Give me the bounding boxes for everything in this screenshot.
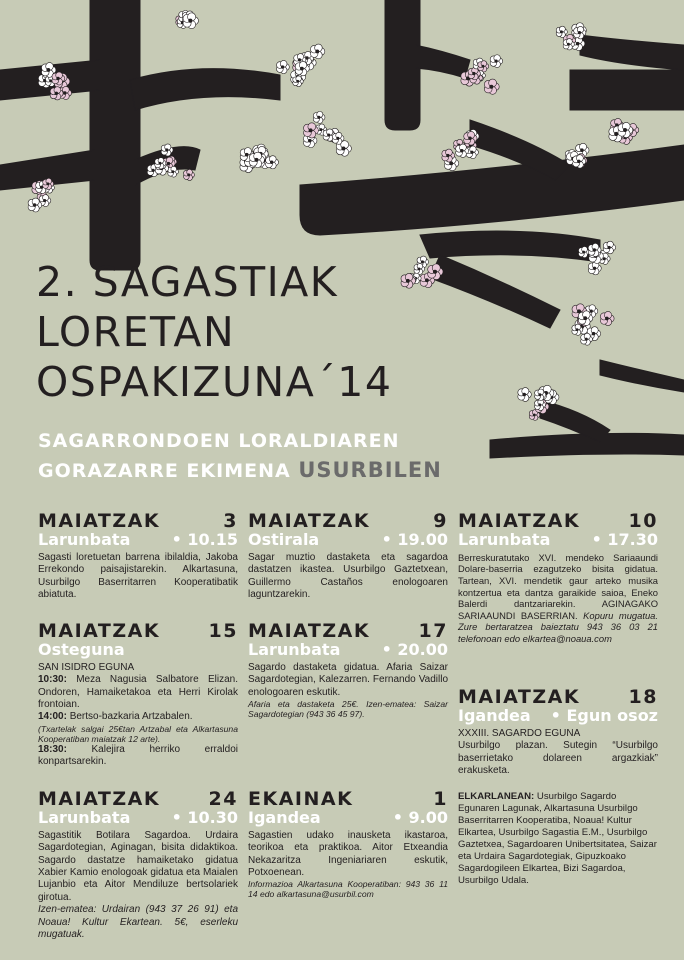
event-day: 24 [208,788,238,810]
schedule-text: Bertso-bazkaria Artzabalen. [69,711,193,723]
event-may-10 [458,512,658,645]
event-day: 9 [433,510,448,532]
event-may-9 [248,512,448,601]
event-heading: XXXIII. SAGARDO EGUNA [458,727,581,739]
event-description: Sagastitik Botilara Sagardoa. Urdaira Sagardotegian, Aginagan, bisita didaktikoa. Sagardo dastatze hamaiketako gidatua Xabier Kamio enologoak gidatua eta Maialen Lujanbio eta Aitor Mendiluze bertsolariek girotua. [38,829,238,903]
event-may-3 [38,512,238,601]
schedule-text: Meza Nagusia Salbatore Elizan. Ondoren, Hamaiketakoa eta Herri Kirolak frontoian. [38,674,238,711]
collaborators-text: Usurbilgo Sagardo Egunaren Lagunak, Alkartasuna Usurbilgo Baserritarren Kooperatiba, Noaua! Kultur Elkartea, Usurbilgo Sagastia E.M., Usurbilgo Gaztetxea, Sagardoaren Unibertsitatea, Saizar eta Urdaira Sagardotegiak, Gipuzkoako Sagardogileen Elkartea, Bizi Sagardoa, Usurbilgo Udala. [458,791,657,886]
event-note: Afaria eta dastaketa 25€. Izen-ematea: Saizar Sagardotegian (943 36 45 97). [248,699,448,720]
subtitle-line-2 [38,458,442,482]
event-may-24 [38,790,238,941]
schedule-note: (Txartelak salgai 25€tan Artzabal eta Alkartasuna Kooperatiban maiatzak 12 arte). [38,723,238,744]
event-day: 15 [208,620,238,642]
event-weekday: Larunbata [38,808,131,827]
subtitle-line-1: SAGARRONDOEN LORALDIAREN [38,430,400,452]
event-day: 1 [433,788,448,810]
event-month: EKAINAK [248,788,354,810]
event-weekday: Igandea [248,808,321,827]
event-description: Usurbilgo plazan. Sutegin “Usurbilgo baserrietako dolareen argazkiak” erakusketa. [458,740,658,777]
event-may-18 [458,688,658,777]
event-day: 3 [223,510,238,532]
event-weekday: Igandea [458,706,531,725]
event-description: Sagardo dastaketa gidatua. Afaria Saizar Sagardotegian, Kalezarren. Fernando Vadillo enologoaren eskutik. [248,661,448,698]
event-month: MAIATZAK [38,788,161,810]
schedule-text: Kalejira herriko erraldoi konpartsarekin. [38,743,238,768]
event-description: Sagasti loretuetan barrena ibilaldia, Jakoba Errekondo paisajistarekin. Alkartasuna, Usurbilgo Baserritarren Kooperatibatik abiatuta. [38,551,238,601]
collaborators-label: ELKARLANEAN: [458,791,535,802]
event-month: MAIATZAK [248,510,371,532]
event-note: Izen-ematea: Urdairan (943 37 26 91) eta Noaua! Kultur Ekartean. 5€, eserleku mugatuak. [38,904,238,941]
event-time: • Egun osoz [550,706,658,725]
schedule-time: 18:30: [38,743,67,755]
event-weekday: Larunbata [248,640,341,659]
event-weekday: Osteguna [38,640,125,659]
event-time: • 10.15 [171,530,238,549]
schedule-time: 10:30: [38,674,67,686]
event-month: MAIATZAK [458,510,581,532]
event-description: Berreskuratutako XVI. mendeko Sariaaundi Dolare-baserria ezagutzeko bisita gidatua. Tartean, XVI. mendetik gaur arteko musika kontzertua eta dantza garaikide saioa, Eneko Balerdi dantzariarekin. [458,551,658,610]
event-note: Kopuru mugatua. Zure bertaratzea baieztatu 943 36 03 21 telefonoan edo elkartea@noaua.com [458,609,658,644]
event-weekday: Larunbata [38,530,131,549]
collaborators [458,788,658,887]
page-title-line-2: LORETAN [36,308,236,356]
event-may-17 [248,622,448,719]
event-may-15 [38,622,238,769]
subtitle-place: USURBILEN [298,458,442,482]
event-time: • 20.00 [381,640,448,659]
page-title-line-3: OSPAKIZUNA´14 [36,358,393,406]
event-day: 18 [628,686,658,708]
event-day: 17 [418,620,448,642]
event-heading: SAN ISIDRO EGUNA [38,661,135,673]
schedule-time: 14:00: [38,711,67,723]
event-weekday: Larunbata [458,530,551,549]
event-month: MAIATZAK [38,510,161,532]
event-description: Sagastien udako inausketa ikastaroa, teorikoa eta praktikoa. Aitor Etxeandia Nekazaritza Ingeniariaren eskutik, Potxoenean. [248,829,448,879]
event-note: Informazioa Alkartasuna Kooperatiban: 943 36 11 14 edo alkartasuna@usurbil.com [248,879,448,900]
subtitle-prefix: GORAZARRE EKIMENA [38,460,291,482]
event-month: MAIATZAK [458,686,581,708]
event-location: AGINAGAKO SARIAAUNDI BASERRIAN. [458,598,659,621]
event-month: MAIATZAK [248,620,371,642]
page-title-line-1: 2. SAGASTIAK [36,258,339,306]
event-time: • 10.30 [171,808,238,827]
event-day: 10 [628,510,658,532]
event-weekday: Ostirala [248,530,320,549]
event-time: • 17.30 [591,530,658,549]
event-time: • 19.00 [381,530,448,549]
event-description: Sagar muztio dastaketa eta sagardoa dastatzen ikastea. Usurbilgo Gaztetxean, Guillermo Castaños enologoaren laguntzarekin. [248,551,448,601]
event-month: MAIATZAK [38,620,161,642]
event-time: • 9.00 [392,808,448,827]
event-june-1 [248,790,448,899]
